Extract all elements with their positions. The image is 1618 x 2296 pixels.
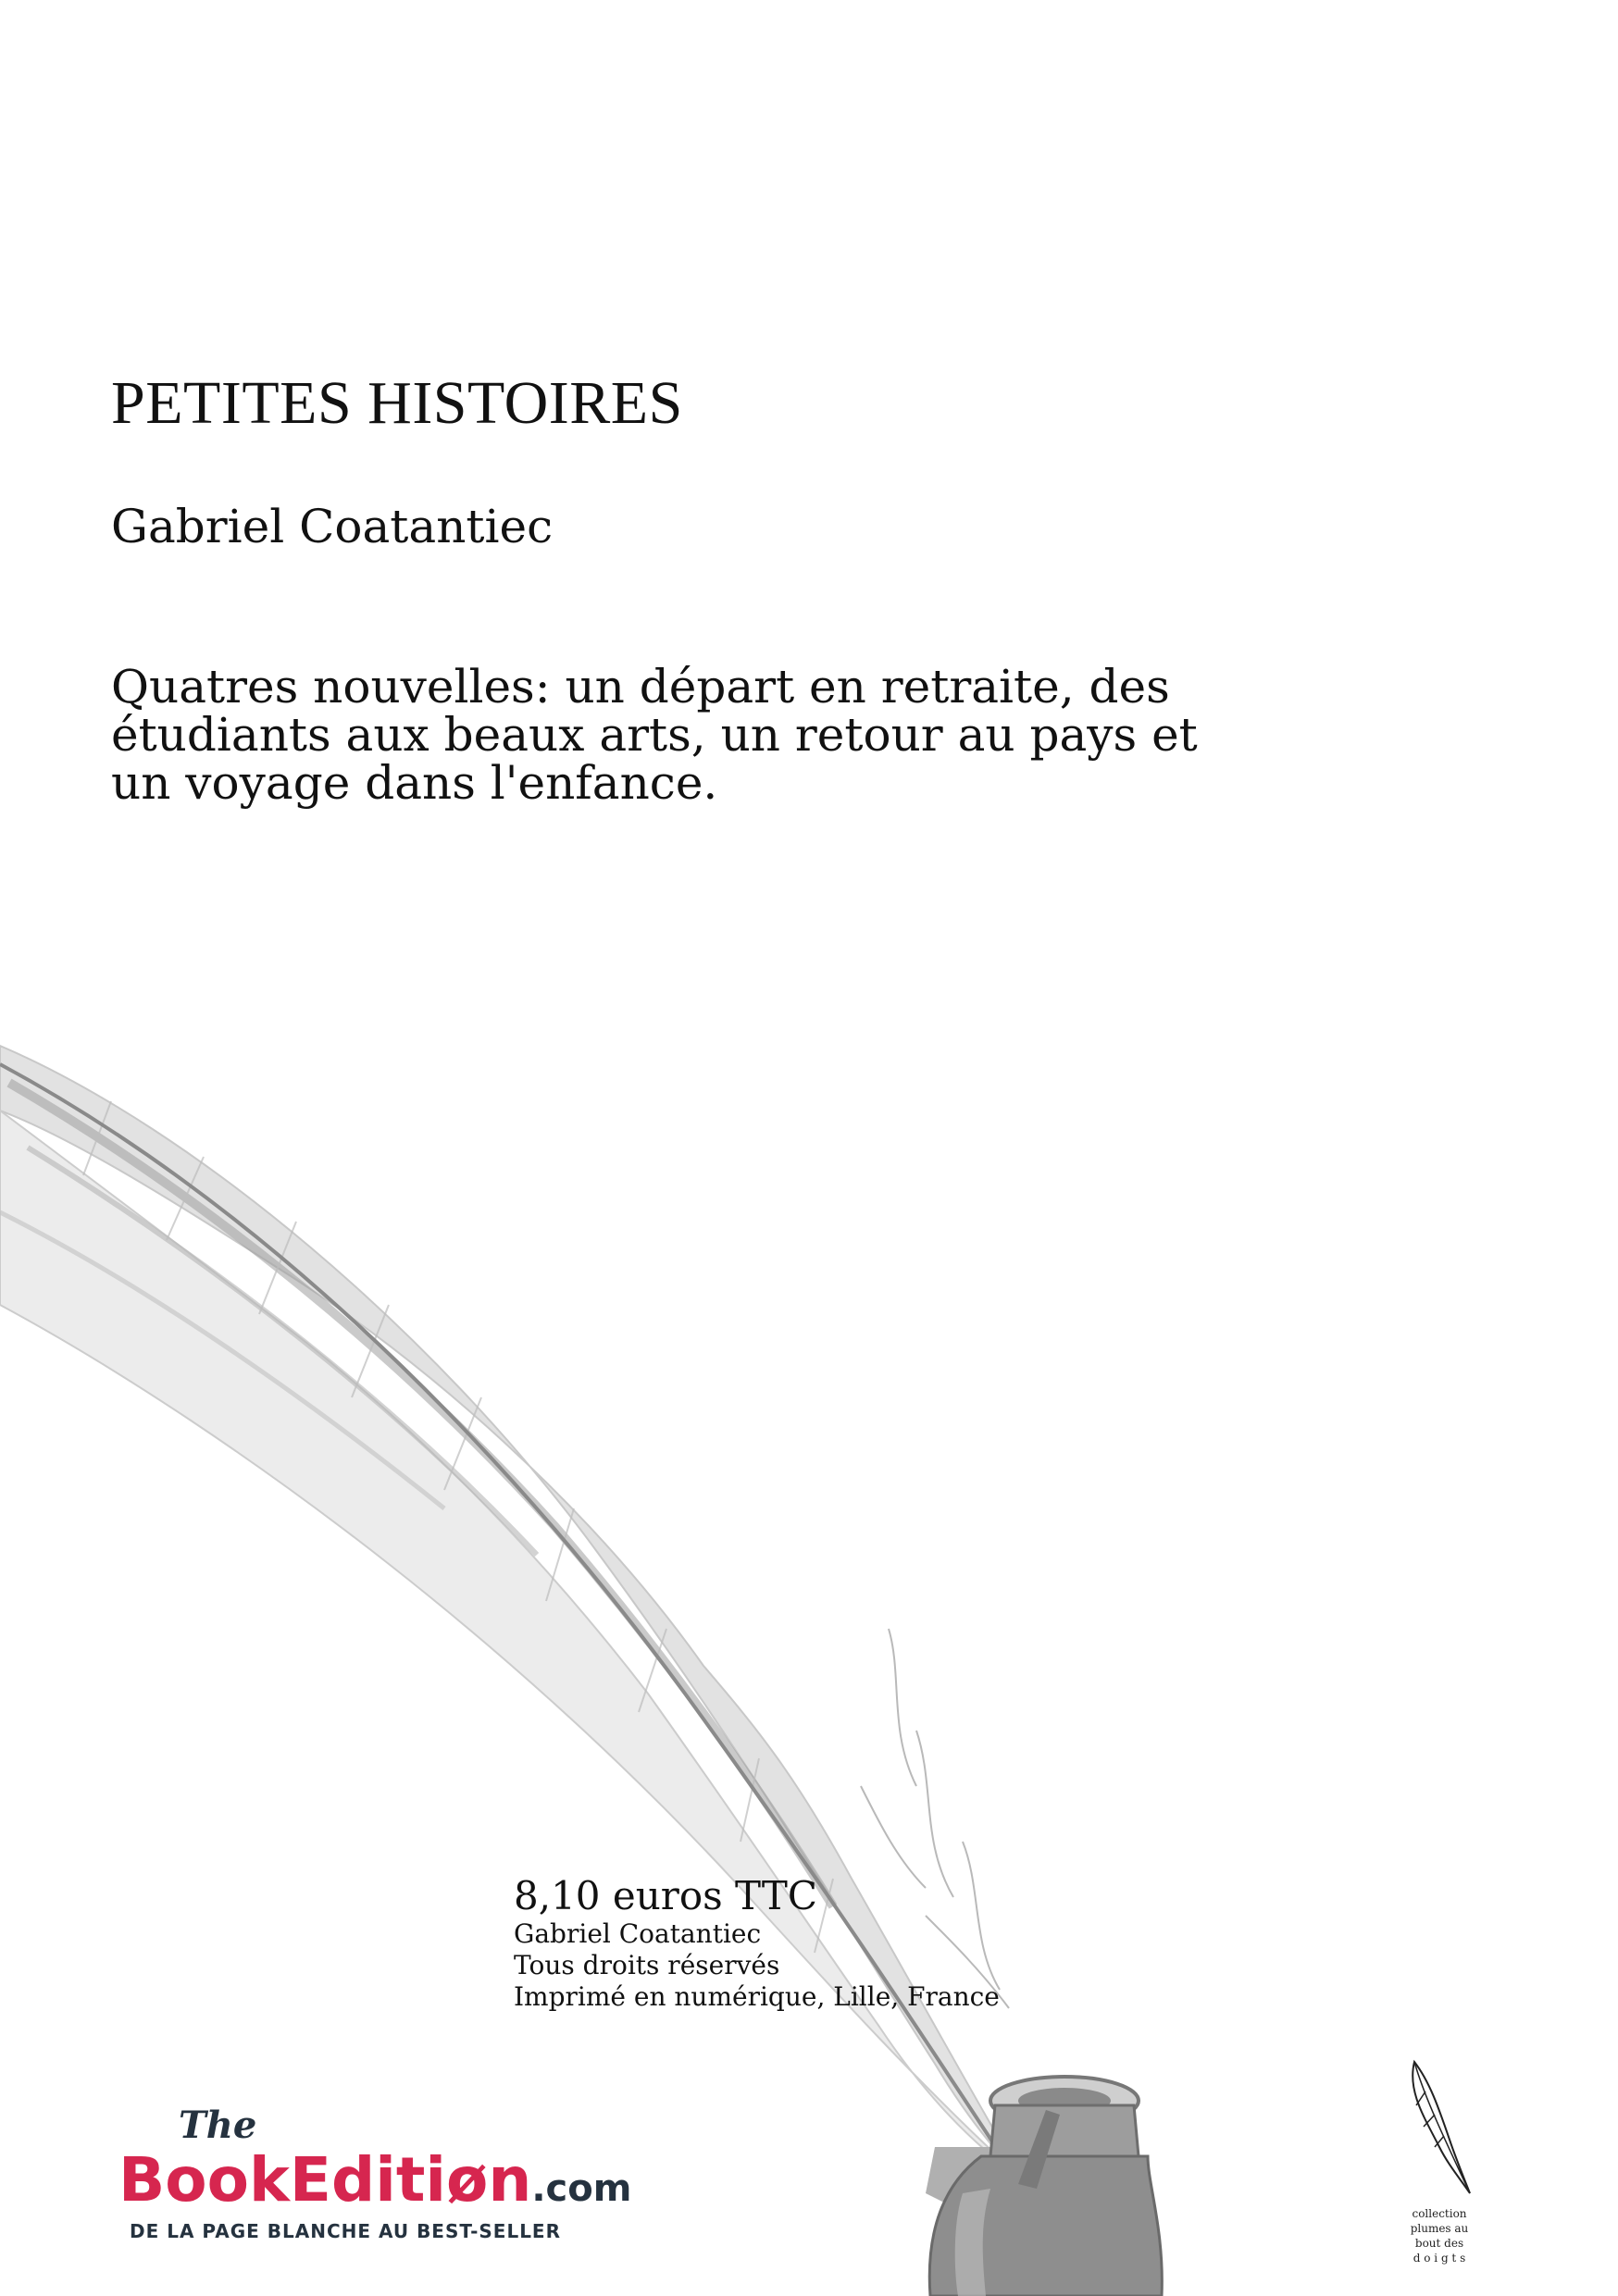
rights-notice: Tous droits réservés — [514, 1950, 780, 1980]
logo-tagline: DE LA PAGE BLANCHE AU BEST-SELLER — [130, 2220, 561, 2242]
imprint-author: Gabriel Coatantiec — [514, 1918, 762, 1949]
summary-line: étudiants aux beaux arts, un retour au pays et — [111, 708, 1198, 762]
book-title: PETITES HISTOIRES — [111, 369, 683, 437]
summary-line: un voyage dans l'enfance. — [111, 756, 718, 810]
logo-domain: .com — [531, 2167, 632, 2210]
imprint-block — [514, 1874, 1000, 2013]
summary-line: Quatres nouvelles: un départ en retraite, des — [111, 660, 1170, 714]
author-name: Gabriel Coatantiec — [111, 500, 554, 553]
collection-line: collection — [1412, 2207, 1467, 2220]
logo-name-part: BookEditi — [118, 2144, 447, 2215]
price: 8,10 euros TTC — [514, 1873, 817, 1918]
printing-info: Imprimé en numérique, Lille, France — [514, 1981, 1000, 2012]
logo-o-quill: ø — [446, 2144, 489, 2215]
logo-prefix: The — [179, 2104, 257, 2147]
feather-icon — [1413, 2062, 1470, 2193]
book-summary — [111, 660, 1222, 810]
collection-line: plumes au — [1410, 2222, 1469, 2235]
collection-line: d o i g t s — [1413, 2252, 1466, 2265]
collection-line: bout des — [1414, 2237, 1464, 2250]
publisher-logo — [118, 2099, 692, 2247]
collection-mark — [1388, 2054, 1481, 2277]
logo-name-part: n — [488, 2144, 532, 2215]
logo-name — [118, 2144, 631, 2215]
